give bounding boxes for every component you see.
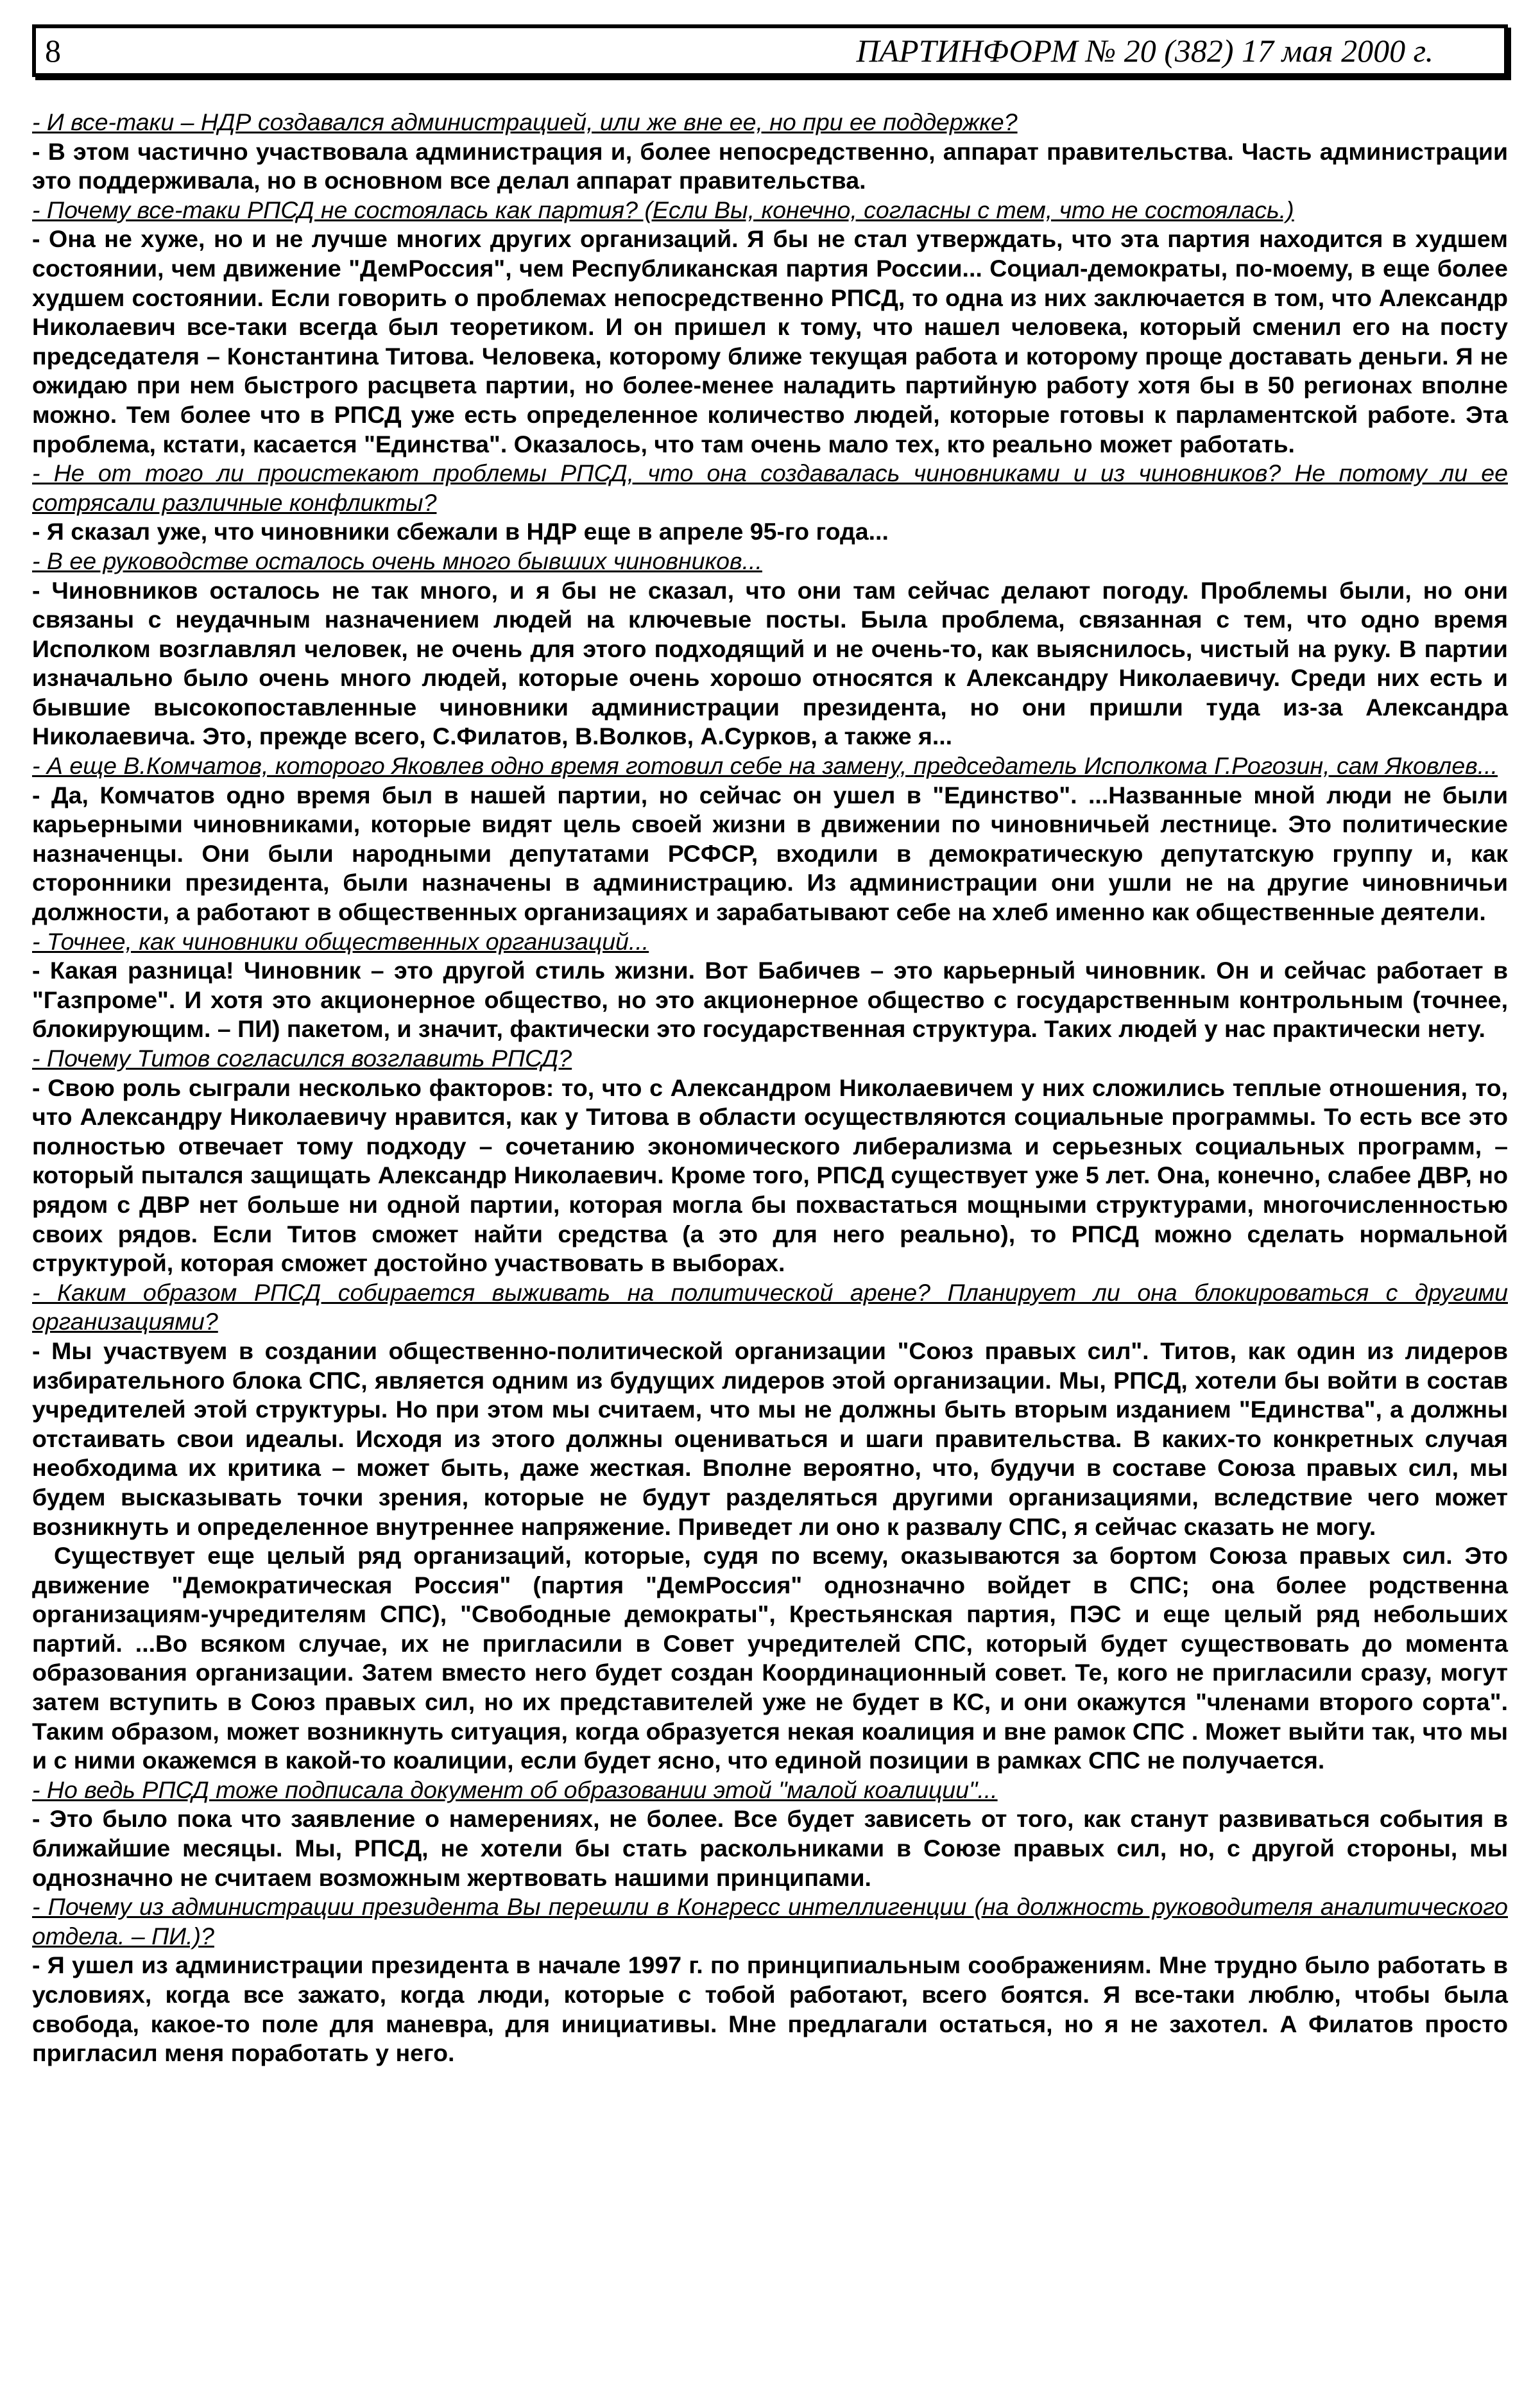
interview-answer: - Какая разница! Чиновник – это другой стиль жизни. Вот Бабичев – это карьерный чиновник. Он и сейчас работает в "Газпроме". И хотя это акционерное общество, но это акционерное общество с государственным контрольным (точнее, блокирующим. – ПИ) пакетом, и значит, фактически это государственная структура. Таких людей у нас практически нету. <box>32 957 1508 1043</box>
interview-answer: - Это было пока что заявление о намерениях, не более. Все будет зависеть от того, как станут развиваться события в ближайшие месяцы. Мы, РПСД, не хотели бы стать раскольниками в Союзе правых сил, но, с другой стороны, мы однозначно не считаем возможным жертвовать нашими принципами. <box>32 1805 1508 1891</box>
interview-question: - Каким образом РПСД собирается выживать на политической арене? Планирует ли она блокироваться с другими организациями? <box>32 1278 1508 1335</box>
interview-question: - А еще В.Комчатов, которого Яковлев одно время готовил себе на замену, председатель Исполкома Г.Рогозин, сам Яковлев... <box>32 752 1498 780</box>
interview-answer-continued: Существует еще целый ряд организаций, которые, судя по всему, оказываются за бортом Союза правых сил. Это движение "Демократическая Россия" (партия "ДемРоссия" однозначно войдет в СПС; она более родственна организациям-учредителям СПС), "Свободные демократы", Крестьянская партия, ПЭС и еще целый ряд небольших партий. ...Во всяком случае, их не пригласили в Совет учредителей СПС, который будет существовать до момента образования организации. Затем вместо него будет создан Координационный совет. Те, кого не пригласили сразу, могут затем вступить в Союз правых сил, но их представителей уже не будет в КС, и они окажутся "членами второго сорта". Таким образом, может возникнуть ситуация, когда образуется некая коалиция и вне рамок СПС . Может выйти так, что мы и с ними окажемся в какой-то коалиции, если будет ясно, что единой позиции в рамках СПС не получается. <box>32 1542 1508 1774</box>
interview-question: - Почему из администрации президента Вы перешли в Конгресс интеллигенции (на должность руководителя аналитического отдела. – ПИ.)? <box>32 1893 1508 1949</box>
interview-question: - Но ведь РПСД тоже подписала документ об образовании этой "малой коалиции"... <box>32 1776 998 1803</box>
page-number: 8 <box>45 33 61 69</box>
interview-answer: - Да, Комчатов одно время был в нашей партии, но сейчас он ушел в "Единство". ...Названные мной люди не были карьерными чиновниками, которые видят цель своей жизни в движении по чиновничьей лестнице. Это политические назначенцы. Они были народными депутатами РСФСР, входили в демократическую депутатскую группу и, как сторонники президента, были назначены в администрацию. Из администрации они ушли не на другие чиновничьи должности, а работают в общественных организациях и зарабатывают себе на хлеб именно как общественные деятели. <box>32 781 1508 926</box>
interview-question: - И все-таки – НДР создавался администрацией, или же вне ее, но при ее поддержке? <box>32 108 1018 135</box>
newspaper-page <box>32 24 1508 2068</box>
interview-question: - В ее руководстве осталось очень много бывших чиновников... <box>32 547 762 574</box>
interview-answer: - В этом частично участвовала администрация и, более непосредственно, аппарат правительства. Часть администрации это поддерживала, но в основном все делал аппарат правительства. <box>32 137 1508 194</box>
page-header <box>32 24 1508 77</box>
publication-title: ПАРТИНФОРМ № 20 (382) 17 мая 2000 г. <box>856 33 1433 69</box>
interview-question: - Почему все-таки РПСД не состоялась как партия? (Если Вы, конечно, согласны с тем, что не состоялась.) <box>32 196 1294 223</box>
interview-answer: - Она не хуже, но и не лучше многих других организаций. Я бы не стал утверждать, что эта партия находится в худшем состоянии, чем движение "ДемРоссия", чем Республиканская партия России... Социал-демократы, по-моему, в еще более худшем состоянии. Если говорить о проблемах непосредственно РПСД, то одна из них заключается в том, что Александр Николаевич все-таки всегда был теоретиком. И он пришел к тому, что нашел человека, который сменил его на посту председателя – Константина Титова. Человека, которому ближе текущая работа и которому проще доставать деньги. Я не ожидаю при нем быстрого расцвета партии, но более-менее наладить партийную работу хотя бы в 50 регионах вполне можно. Тем более что в РПСД уже есть определенное количество людей, которые готовы к парламентской работе. Эта проблема, кстати, касается "Единства". Оказалось, что там очень мало тех, кто реально может работать. <box>32 225 1508 458</box>
interview-answer: - Я ушел из администрации президента в начале 1997 г. по принципиальным соображениям. Мне трудно было работать в условиях, когда все зажато, когда люди, которые с тобой работают, всего боятся. Я все-таки люблю, чтобы была свобода, какое-то поле для маневра, для инициативы. Мне предлагали остаться, но я не захотел. А Филатов просто пригласил меня поработать у него. <box>32 1951 1508 2067</box>
interview-question: - Почему Титов согласился возглавить РПСД? <box>32 1045 572 1072</box>
interview-answer: - Свою роль сыграли несколько факторов: то, что с Александром Николаевичем у них сложились теплые отношения, то, что Александру Николаевичу нравится, как у Титова в области осуществляются социальные программы. То есть все это полностью отвечает тому подходу – сочетанию экономического либерализма и серьезных социальных программ, – который пытался защищать Александр Николаевич. Кроме того, РПСД существует уже 5 лет. Она, конечно, слабее ДВР, но рядом с ДВР нет больше ни одной партии, которая могла бы похвастаться мощными структурами, многочисленностью своих рядов. Если Титов сможет найти средства (а это для него реально), то РПСД можно сделать нормальной структурой, которая сможет достойно участвовать в выборах. <box>32 1074 1508 1277</box>
interview-answer: - Чиновников осталось не так много, и я бы не сказал, что они там сейчас делают погоду. Проблемы были, но они связаны с неудачным назначением людей на ключевые посты. Была проблема, связанная с тем, что одно время Исполком возглавлял человек, не очень для этого подходящий и не очень-то, как выяснилось, чистый на руку. В партии изначально было очень много людей, которые очень хорошо относятся к Александру Николаевичу. Среди них есть и бывшие высокопоставленные чиновники администрации президента, но они пришли туда из-за Александра Николаевича. Это, прежде всего, С.Филатов, В.Волков, А.Сурков, а также я... <box>32 576 1508 750</box>
interview-article <box>32 108 1508 2068</box>
interview-answer: - Мы участвуем в создании общественно-политической организации "Союз правых сил". Титов, как один из лидеров избирательного блока СПС, является одним из будущих лидеров этой организации. Мы, РПСД, хотели бы войти в состав учредителей этой структуры. Но при этом мы считаем, что мы не должны быть вторым изданием "Единства", а должны отстаивать свои идеалы. Исходя из этого должны оцениваться и шаги правительства. В каких-то конкретных случая необходима их критика – может быть, даже жесткая. Вполне вероятно, что, будучи в составе Союза правых сил, мы будем высказывать точки зрения, которые не будут разделяться другими организациями, вследствие чего может возникнуть и определенное внутреннее напряжение. Приведет ли оно к развалу СПС, я сейчас сказать не могу. <box>32 1337 1508 1540</box>
interview-question: - Точнее, как чиновники общественных организаций... <box>32 927 649 955</box>
interview-answer: - Я сказал уже, что чиновники сбежали в НДР еще в апреле 95-го года... <box>32 518 889 545</box>
interview-question: - Не от того ли проистекают проблемы РПСД, что она создавалась чиновниками и из чиновников? Не потому ли ее сотрясали различные конфликты? <box>32 459 1508 516</box>
